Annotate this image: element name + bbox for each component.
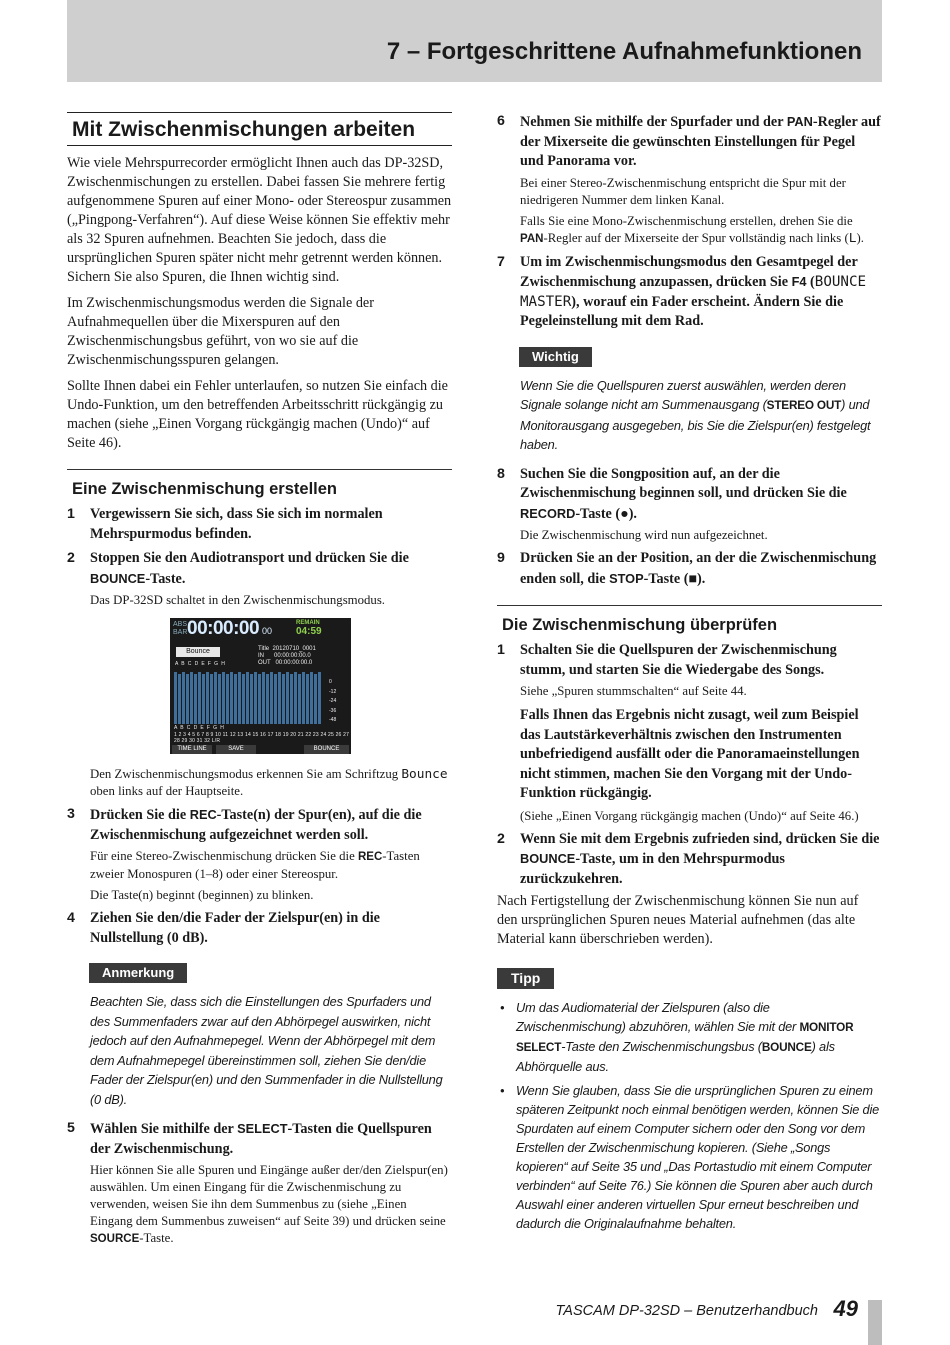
footer-page-number: 49 [833,1296,858,1321]
step-number: 6 [497,113,505,129]
fkey-time-line: TIME LINE [172,745,212,754]
step-5: 5 Wählen Sie mithilfe der SELECT-Tasten die Quellspuren der Zwischenmischung. [67,1120,432,1157]
section-heading: Mit Zwischenmischungen arbeiten [67,112,452,146]
screen-function-keys [170,745,351,761]
check-step-1-note-2: (Siehe „Einen Vorgang rückgängig machen (Undo)“ auf Seite 46.) [520,808,859,823]
meter-bar [286,672,289,724]
fkey-bounce-master: BOUNCE MASTER [304,745,349,754]
screen-abs-label: ABS BAR [173,621,188,636]
caption-code: Bounce [401,767,448,782]
tipp-bullet-2: • Wenn Sie glauben, dass Sie die ursprünglichen Spuren zu einem späteren Zeitpunkt noch einmal benötigen werden, können Sie die Spurdaten auf einem Computer sichern oder den Song vor dem Erstellen der Zwischenmischung kopieren. (Siehe „Songs kopieren“ auf Seite 35 und „Das Portastudio mit einem Computer verbinden“ auf Seite 76.) Sie können die Spuren aber auch durch Auswahl einer anderen virtuellen Spur erneut beschreiben und dadurch die Originalaufnahme behalten. [500,1083,880,1231]
meter-bar [266,674,269,724]
screen-channel-numbers: 1 2 3 4 5 6 7 8 9 10 11 12 13 14 15 16 17 18 19 20 21 22 23 24 25 26 27 28 29 30 31 32 L/R [174,732,350,744]
meter-bar [178,674,181,724]
anmerkung-text: Beachten Sie, dass sich die Einstellungen des Spurfaders und des Summenfaders zwar auf den Abhörpegel auswirken, nicht jedoch auf den Aufnahmepegel. Wenn der Abhörpegel mit dem dem Aufnahmepegel übereinstimmen soll, ziehen Sie den/die Fader der Zielspur(en) und den Summenfader in die Nullstellung (0 dB). [90,994,443,1107]
step-3: 3 Drücken Sie die REC-Taste(n) der Spur(en), auf die die Zwischenmischung aufgezeichnet werden soll. [67,806,422,843]
step-7: 7 Um im Zwischenmischungsmodus den Gesamtpegel der Zwischenmischung anzupassen, drücken Sie F4 (BOUNCE MASTER), worauf ein Fader erscheint. Ändern Sie die Pegeleinstellung mit dem Rad. [497,253,867,329]
step-number: 7 [497,253,505,270]
step-6-note-1: Bei einer Stereo-Zwischenmischung entspricht die Spur mit der niedrigeren Nummer dem linken Kanal. [520,175,846,207]
meter-bar [202,674,205,724]
right-column [497,112,882,1238]
screen-channel-letters: A B C D E F G H [175,661,226,667]
screen-mode-label: Bounce [176,647,220,657]
check-step-1 [497,641,882,680]
meter-bar [294,672,297,724]
meter-bar [282,674,285,724]
anmerkung-label: Anmerkung [89,963,187,983]
step-number: 3 [67,806,75,822]
step-8-note: Die Zwischenmischung wird nun aufgezeichnet. [520,528,768,542]
meter-bar [190,672,193,724]
meter-bar [198,672,201,724]
meter-bar [262,672,265,724]
step-5-note: Hier können Sie alle Spuren und Eingänge außer der/den Zielspur(en) auswählen. Um einen Eingang für die Zwischenmischung zu verwenden, weisen Sie ihn dem Summenbus zu (siehe „Einen Eingang dem Summenbus zuweisen“ auf Seite 39) und drücken seine SOURCE-Taste. [90,1163,448,1245]
meter-bar [186,674,189,724]
screen-time: 00:00:00 [187,618,260,639]
screen-song-info: Title 20120710_0001 IN 00:00:00:00.0 OUT 00:00:00:00.0 [258,646,316,666]
screen-frames: 00 [262,626,273,636]
subsection-heading-check: Die Zwischenmischung überprüfen [497,605,882,635]
meter-bar [222,672,225,724]
meter-bar [242,674,245,724]
wichtig-label: Wichtig [519,347,592,367]
meter-bar [302,672,305,724]
screen-caption: Den Zwischenmischungsmodus erkennen Sie am Schriftzug Bounce oben links auf der Hauptseite. [90,767,448,798]
meter-bar [258,674,261,724]
meter-bar [182,672,185,724]
meter-bar [318,672,321,724]
chapter-title: 7 – Fortgeschrittene Aufnahmefunktionen [386,38,862,65]
bullet-icon: • [500,1083,505,1098]
meter-bar [226,674,229,724]
meter-bar [238,672,241,724]
meter-bar [278,672,281,724]
intro-paragraph-3: Sollte Ihnen dabei ein Fehler unterlaufen, so nutzen Sie einfach die Undo-Funktion, um den betreffenden Arbeitsschritt rückgängig zu machen (siehe „Einen Vorgang rückgängig machen (Undo)“ auf Seite 46). [67,378,448,451]
meter-bar [310,672,313,724]
step-2-note: Das DP-32SD schaltet in den Zwischenmischungsmodus. [90,593,386,607]
meter-bar [210,674,213,724]
step-number: 1 [67,506,75,522]
step-6-note-2: Falls Sie eine Mono-Zwischenmischung erstellen, drehen Sie die PAN-Regler auf der Mixerseite der Spur vollständig nach links (L). [520,213,864,246]
chapter-header-band [67,0,882,82]
meter-bar [206,672,209,724]
meter-bar [306,674,309,724]
meter-bar [174,672,177,724]
wichtig-text: Wenn Sie die Quellspuren zuerst auswählen, werden deren Signale solange nicht am Summenausgang (STEREO OUT) und Monitorausgang ausgegeben, bis Sie die Zielspur(en) festgelegt haben. [520,377,871,452]
step-text: Ziehen Sie den/die Fader der Zielspur(en) in die Nullstellung (0 dB). [90,910,380,946]
key-name: RECORD [520,505,576,521]
key-name: PAN [786,114,813,129]
step-text: Vergewissern Sie sich, dass Sie sich im normalen Mehrspurmodus befinden. [90,506,383,542]
step-number: 9 [497,550,505,566]
meter-bar [314,674,317,724]
tipp-bullet-1: • Um das Audiomaterial der Zielspuren (also die Zwischenmischung) abzuhören, wählen Sie mit der MONITOR SELECT-Taste den Zwischenmischungsbus (BOUNCE) als Abhörquelle aus. [500,1000,854,1074]
step-text: Schalten Sie die Quellspuren der Zwischenmischung stumm, und starten Sie die Wiedergabe des Songs. [520,642,837,678]
step-9: 9 Drücken Sie an der Position, an der die Zwischenmischung enden soll, die STOP-Taste (■). [497,550,877,587]
step-3-note-2: Die Taste(n) beginnt (beginnen) zu blinken. [90,888,314,902]
step-3-note-1: Für eine Stereo-Zwischenmischung drücken Sie die REC-Tasten zweier Monospuren (1–8) oder einer Stereospur. [90,849,420,881]
step-text: -Taste. [145,570,186,587]
step-8: 8 Suchen Sie die Songposition auf, an der die Zwischenmischung beginnen soll, und drücken Sie die RECORD-Taste (●). [497,465,847,522]
step-number: 1 [497,642,505,658]
step-number: 4 [67,910,75,926]
intro-paragraph-2: Im Zwischenmischungsmodus werden die Signale der Aufnahmequellen über die Mixerspuren auf den Zwischenmischungsbus geführt, von wo sie auf die Zwischenmischungsspuren gelangen. [67,295,374,368]
screen-remain-value: 04:59 [296,626,322,637]
step-number: 5 [67,1120,75,1136]
screen-meters [174,669,324,724]
step-6: 6 Nehmen Sie mithilfe der Spurfader und der PAN-Regler auf der Mixerseite die gewünschten Einstellungen für Pegel und Panorama vor. [497,113,881,169]
meter-bar [234,674,237,724]
left-column [67,112,452,1252]
meter-bar [270,672,273,724]
footer-manual-title: TASCAM DP-32SD – Benutzerhandbuch [555,1303,818,1319]
screen-db-scale: 0 -12 -24 -36 -48 [329,679,337,723]
step-2 [67,549,452,589]
screen-code: BOUNCE MASTER [520,274,867,310]
meter-bar [250,674,253,724]
footer-tab-bar [868,1300,882,1345]
key-name: F4 [791,274,807,289]
meter-bar [246,672,249,724]
meter-bar [290,674,293,724]
closing-paragraph: Nach Fertigstellung der Zwischenmischung können Sie nun auf den ursprünglichen Spuren neues Material aufnehmen (das alte Material kann überschrieben werden). [497,893,859,947]
key-name: BOUNCE [520,851,576,866]
meter-bar [230,672,233,724]
meter-bar [218,674,221,724]
screen-channel-letters-bottom: A B C D E F G H [174,725,225,731]
meter-bar [274,674,277,724]
tipp-label: Tipp [497,968,554,989]
meter-bar [254,672,257,724]
meter-bar [194,674,197,724]
key-name: STOP [609,570,644,586]
step-number: 2 [497,830,505,847]
check-step-2: 2 Wenn Sie mit dem Ergebnis zufrieden sind, drücken Sie die BOUNCE-Taste, um in den Mehrspurmodus zurückzukehren. [497,830,880,887]
check-step-1-undo: Falls Ihnen das Ergebnis nicht zusagt, weil zum Beispiel das Lautstärkeverhältnis zwischen den Instrumenten unbefriedigend ausfällt oder die Panoramaeinstellungen nicht stimmen, machen Sie den Vorgang mit der Undo-Funktion rückgängig. [520,707,860,801]
key-name: BOUNCE [90,570,146,586]
meter-bar [298,674,301,724]
intro-paragraph-1: Wie viele Mehrspurrecorder ermöglicht Ihnen auch das DP-32SD, Zwischenmischungen zu erstellen. Dabei fassen Sie mehrere fertig aufgenommene Spuren auf einer Mono- oder Stereospur zusammen („Pingpong-Verfahren“). Auf diese Weise können Sie effektiv mehr als 32 Spuren aufnehmen. Beachten Sie jedoch, dass die ursprünglichen Spuren später nicht mehr getrennt werden können. Sichern Sie also Spuren, die Ihnen wichtig sind. [67,155,452,285]
step-number: 2 [67,550,75,566]
step-1 [67,505,452,544]
bounce-mode-screen [170,618,351,761]
key-name: REC [189,807,217,822]
step-number: 8 [497,465,505,482]
step-text: Stoppen Sie den Audiotransport und drücken Sie die [90,550,409,566]
check-step-1-note: Siehe „Spuren stummschalten“ auf Seite 44. [520,684,747,698]
key-name: SELECT [237,1121,288,1136]
screen-remain-label: REMAIN [296,620,320,626]
subsection-heading-create: Eine Zwischenmischung erstellen [67,469,452,499]
meter-bar [214,672,217,724]
step-4 [67,909,452,948]
bullet-icon: • [500,1000,505,1015]
fkey-save: SAVE [216,745,256,754]
